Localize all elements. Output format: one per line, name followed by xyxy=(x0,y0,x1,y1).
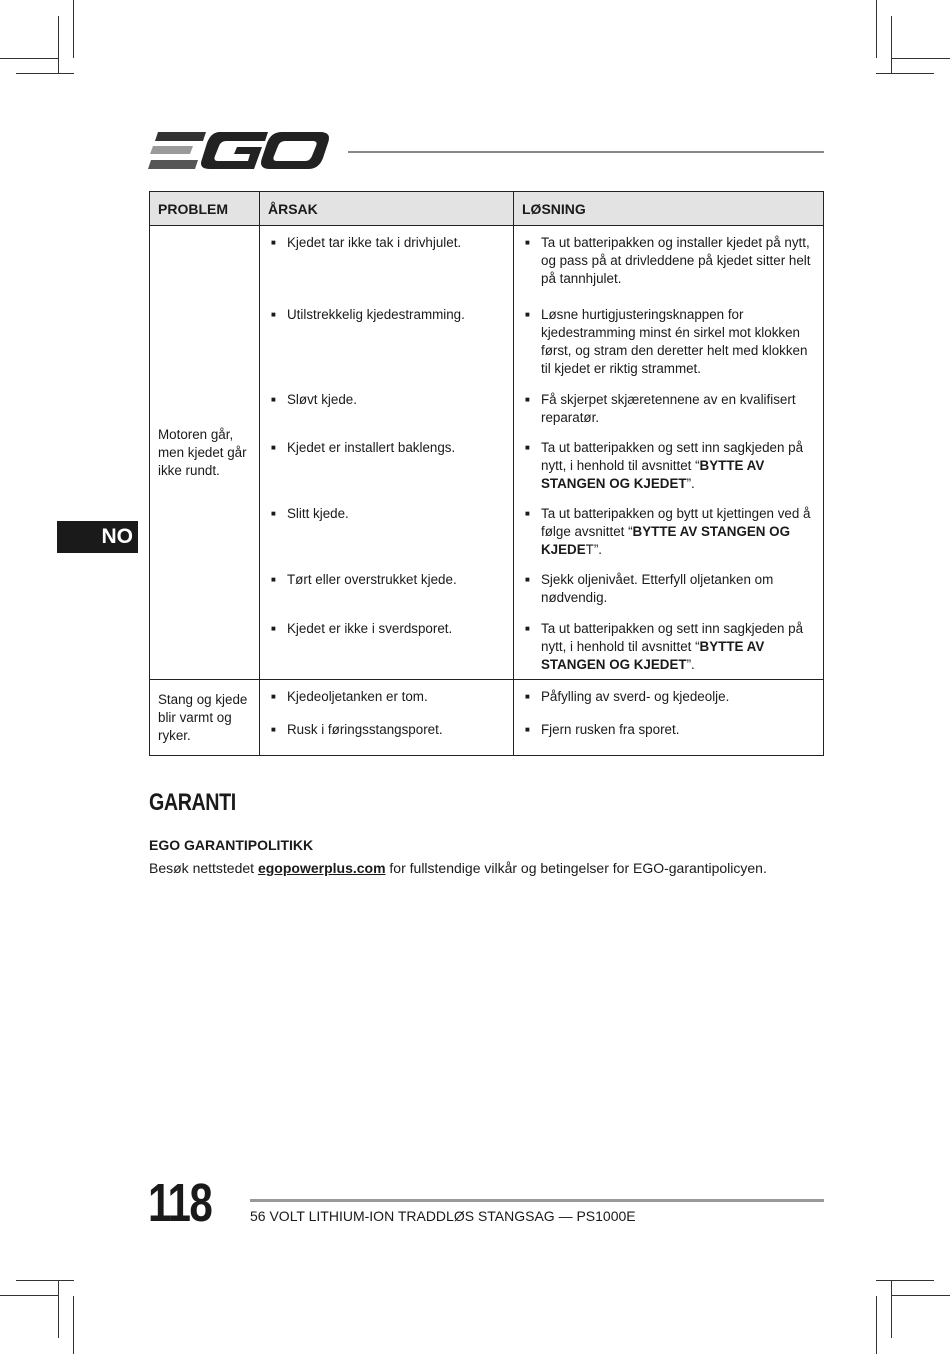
list-item: ■ Ta ut batteripakken og sett inn sagkjeden på nytt, i henhold til avsnittet “BYTTE AV STANGEN OG KJEDET”. xyxy=(525,620,814,674)
list-item: ■ Sløvt kjede. xyxy=(271,391,504,409)
ego-logo xyxy=(148,128,332,174)
header-cause: ÅRSAK xyxy=(260,192,514,226)
list-item: ■ Tørt eller overstrukket kjede. xyxy=(271,571,504,589)
problem-cell: Stang og kjede blir varmt og ryker. xyxy=(150,680,260,756)
crop-mark xyxy=(16,73,74,74)
crop-mark xyxy=(73,0,74,58)
list-item: ■ Løsne hurtigjusteringsknappen for kjedestramming minst én sirkel mot klokken først, og stram den deretter helt med klokken til kjedet er riktig strammet. xyxy=(525,306,814,378)
website-link[interactable]: egopowerplus.com xyxy=(257,860,386,876)
crop-mark xyxy=(876,1280,934,1281)
table-row xyxy=(150,680,824,756)
list-item: ■ Ta ut batteripakken og bytt ut kjettingen ved å følge avsnittet “BYTTE AV STANGEN OG KJEDET”. xyxy=(525,505,814,559)
list-item: ■ Slitt kjede. xyxy=(271,505,504,523)
solution-cell xyxy=(514,226,824,680)
cause-cell xyxy=(260,680,514,756)
table-header-row xyxy=(150,192,824,226)
crop-mark xyxy=(58,16,59,74)
solution-cell xyxy=(514,680,824,756)
paragraph-text: for fullstendige vilkår og betingelser for EGO-garantipolicyen. xyxy=(385,860,767,876)
crop-mark xyxy=(0,58,58,59)
list-item: ■ Ta ut batteripakken og installer kjedet på nytt, og pass på at drivleddene på kjedet sitter helt på tannhjulet. xyxy=(525,234,814,288)
header-problem: PROBLEM xyxy=(150,192,260,226)
crop-mark xyxy=(892,1295,950,1296)
list-item: ■ Kjedet er installert baklengs. xyxy=(271,439,504,457)
list-item: ■ Kjedeoljetanken er tom. xyxy=(271,688,504,706)
cause-cell xyxy=(260,226,514,680)
page-number: 118 xyxy=(148,1173,212,1233)
list-item: ■ Kjedet tar ikke tak i drivhjulet. xyxy=(271,234,504,252)
list-item: ■ Utilstrekkelig kjedestramming. xyxy=(271,306,504,324)
header-rule xyxy=(348,151,824,153)
list-item: ■ Ta ut batteripakken og sett inn sagkjeden på nytt, i henhold til avsnittet “BYTTE AV STANGEN OG KJEDET”. xyxy=(525,439,814,493)
paragraph-text: Besøk nettstedet xyxy=(149,860,258,876)
footer-rule xyxy=(250,1199,824,1202)
footer-text: 56 VOLT LITHIUM-ION TRADDLØS STANGSAG — PS1000E xyxy=(250,1208,636,1224)
warranty-paragraph xyxy=(149,860,767,876)
list-item: ■ Fjern rusken fra sporet. xyxy=(525,721,814,739)
list-item: ■ Sjekk oljenivået. Etterfyll oljetanken om nødvendig. xyxy=(525,571,814,607)
crop-mark xyxy=(0,1295,58,1296)
table-row xyxy=(150,226,824,680)
crop-mark xyxy=(876,1296,877,1354)
crop-mark xyxy=(16,1280,74,1281)
section-title: GARANTI xyxy=(149,789,236,816)
crop-mark xyxy=(892,58,950,59)
language-tab: NO xyxy=(57,521,138,553)
list-item: ■ Kjedet er ikke i sverdsporet. xyxy=(271,620,504,638)
list-item: ■ Få skjerpet skjæretennene av en kvalifisert reparatør. xyxy=(525,391,814,427)
crop-mark xyxy=(58,1280,59,1338)
header-solution: LØSNING xyxy=(514,192,824,226)
crop-mark xyxy=(891,1280,892,1338)
troubleshooting-table xyxy=(149,191,824,756)
crop-mark xyxy=(876,0,877,58)
list-item: ■ Rusk i føringsstangsporet. xyxy=(271,721,504,739)
list-item: ■ Påfylling av sverd- og kjedeolje. xyxy=(525,688,814,706)
crop-mark xyxy=(876,73,934,74)
crop-mark xyxy=(891,16,892,74)
problem-cell: Motoren går, men kjedet går ikke rundt. xyxy=(150,226,260,680)
crop-mark xyxy=(73,1296,74,1354)
section-subtitle: EGO GARANTIPOLITIKK xyxy=(149,837,314,853)
